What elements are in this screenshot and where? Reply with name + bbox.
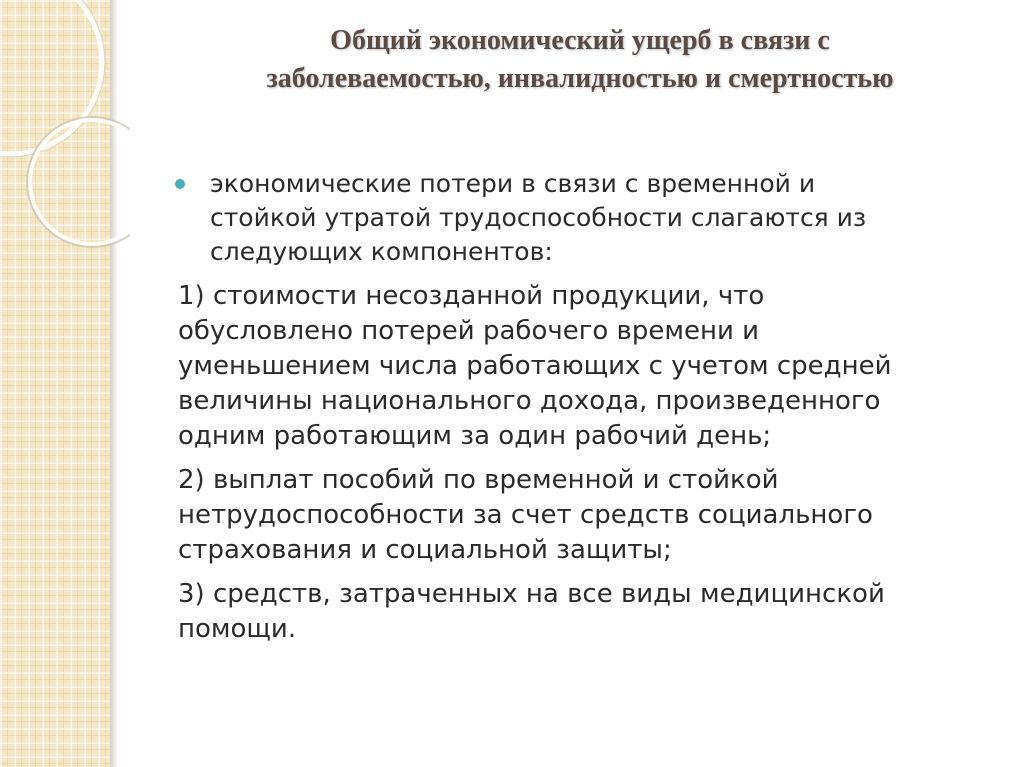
list-item-line: нетрудоспособности за счет средств социального bbox=[178, 500, 873, 530]
bullet-dot-icon bbox=[175, 179, 185, 189]
list-item-line: величины национального дохода, произведенного bbox=[178, 386, 881, 416]
list-item-line: 2) выплат пособий по временной и стойкой bbox=[178, 465, 779, 495]
list-item-line: обусловлено потерей рабочего времени и bbox=[178, 316, 760, 346]
decorative-rings bbox=[0, 0, 130, 300]
list-item-line: уменьшением числа работающих с учетом средней bbox=[178, 351, 892, 381]
list-item-line: 3) средств, затраченных на все виды медицинской bbox=[178, 579, 885, 609]
list-item-3 bbox=[178, 577, 978, 647]
list-item-line: 1) стоимости несозданной продукции, что bbox=[178, 281, 765, 311]
slide-title-line-2: заболеваемостью, инвалидностью и смертностью bbox=[266, 63, 894, 94]
list-item-line: одним работающим за один рабочий день; bbox=[178, 421, 772, 451]
list-item-line: страхования и социальной защиты; bbox=[178, 535, 672, 565]
list-item-line: помощи. bbox=[178, 614, 297, 644]
slide-title bbox=[150, 22, 1010, 98]
bullet-line: стойкой утратой трудоспособности слагаются из bbox=[210, 203, 867, 232]
bullet-line: следующих компонентов: bbox=[210, 237, 553, 266]
bullet-paragraph bbox=[178, 167, 978, 269]
list-item-1 bbox=[178, 279, 978, 454]
bullet-line: экономические потери в связи с временной и bbox=[210, 169, 816, 198]
list-item-2 bbox=[178, 463, 978, 568]
slide-title-line-1: Общий экономический ущерб в связи с bbox=[330, 25, 830, 56]
slide-content bbox=[178, 167, 978, 656]
